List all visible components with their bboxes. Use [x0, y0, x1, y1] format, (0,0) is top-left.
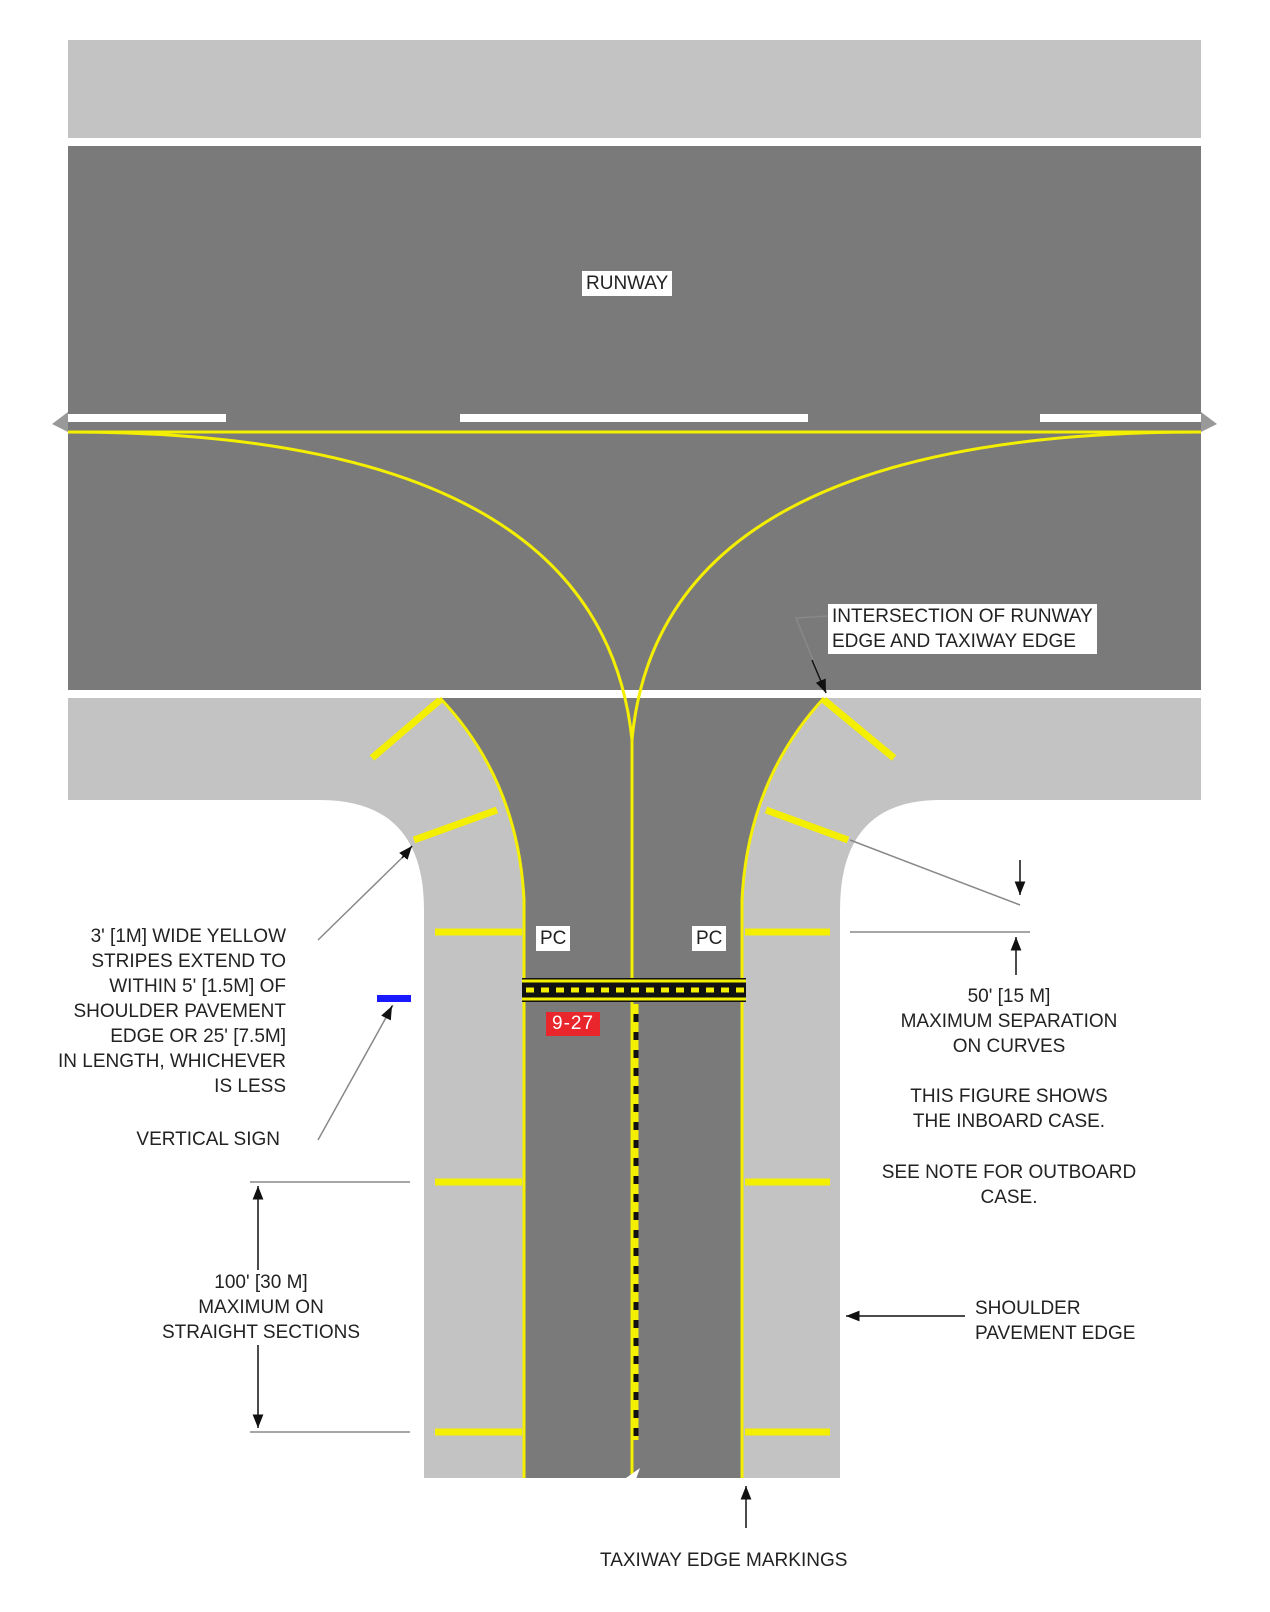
runway-edge-arrow-left: [52, 412, 68, 432]
arrow-stripes: [402, 846, 412, 858]
taxiway-edge-label: TAXIWAY EDGE MARKINGS: [600, 1550, 848, 1571]
shoulder-edge-label: SHOULDER PAVEMENT EDGE: [975, 1298, 1136, 1344]
runway-side-stripe: [68, 414, 226, 422]
separation-straight-label: 100' [30 M] MAXIMUM ON STRAIGHT SECTIONS: [144, 1270, 378, 1345]
pc-label-left: PC: [536, 926, 570, 951]
holding-position-marking: [522, 978, 746, 1002]
leader-curve-sep: [850, 840, 1020, 905]
outboard-note: SEE NOTE FOR OUTBOARD CASE.: [881, 1162, 1137, 1208]
leader-stripes: [318, 850, 410, 940]
runway-side-stripe: [460, 414, 808, 422]
arrow-vertical-sign: [386, 1006, 392, 1018]
inboard-note: THIS FIGURE SHOWS THE INBOARD CASE.: [910, 1086, 1108, 1132]
leader-vertical-sign: [318, 1005, 393, 1140]
runway-edge-line-top: [68, 138, 1201, 146]
runway-designation-sign: 9-27: [546, 1012, 600, 1036]
intersection-label: INTERSECTION OF RUNWAY EDGE AND TAXIWAY EDGE: [828, 604, 1097, 654]
runway-shoulder-top: [68, 40, 1201, 138]
pc-label-right: PC: [692, 926, 726, 951]
stripes-note: 3' [1M] WIDE YELLOW STRIPES EXTEND TO WITHIN 5' [1.5M] OF SHOULDER PAVEMENT EDGE OR 25' [7.5M] IN LENGTH, WHICHEVER IS LESS: [57, 926, 286, 1097]
vertical-sign-label: VERTICAL SIGN: [136, 1129, 280, 1150]
separation-curves-label: 50' [15 M] MAXIMUM SEPARATION ON CURVES: [900, 986, 1118, 1057]
runway-label: RUNWAY: [582, 271, 672, 296]
runway-edge-arrow-right: [1201, 412, 1217, 432]
runway-side-stripe: [1040, 414, 1201, 422]
vertical-sign-symbol: [377, 995, 411, 1002]
runway-edge-line-bottom: [68, 690, 1201, 698]
